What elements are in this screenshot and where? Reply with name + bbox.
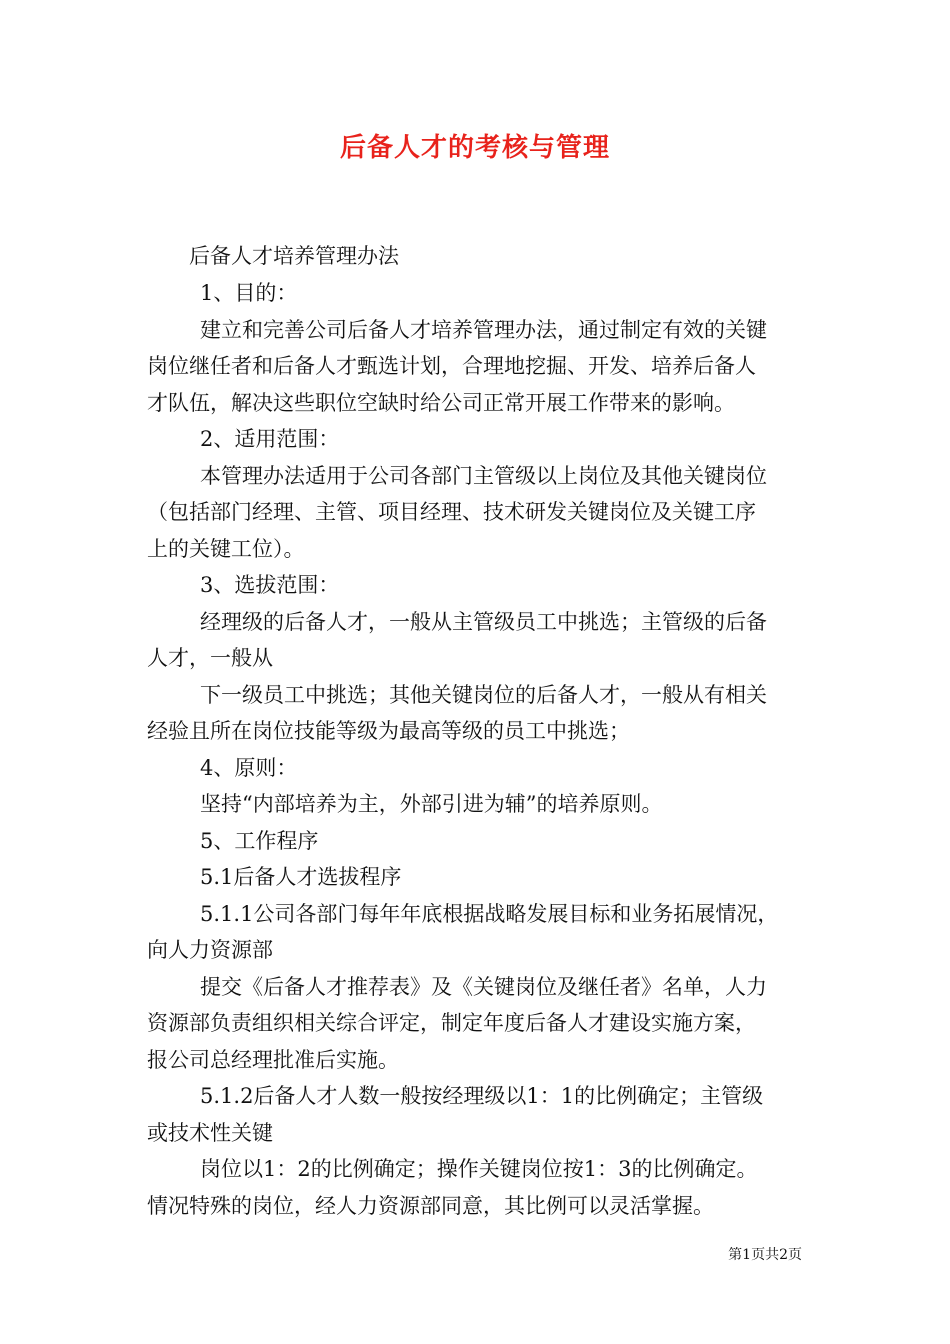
paragraph-line: 岗位继任者和后备人才甄选计划，合理地挖掘、开发、培养后备人 [147,354,756,378]
paragraph-line: 资源部负责组织相关综合评定，制定年度后备人才建设实施方案， [147,1011,756,1035]
paragraph-line: 经理级的后备人才，一般从主管级员工中挑选；主管级的后备 [200,610,767,634]
paragraph-line: 上的关键工位）。 [147,537,305,561]
paragraph-line: 或技术性关键 [147,1121,273,1145]
paragraph-line: 5、工作程序 [200,829,319,853]
paragraph-line: 报公司总经理批准后实施。 [147,1048,399,1072]
paragraph-line: 岗位以1：2的比例确定；操作关键岗位按1：3的比例确定。 [200,1157,758,1181]
paragraph-line: 2、适用范围： [200,427,340,451]
paragraph-line: 人才，一般从 [147,646,273,670]
paragraph-line: 5.1后备人才选拔程序 [200,865,402,889]
paragraph-line: 向人力资源部 [147,938,273,962]
page-number-footer: 第1页共2页 [728,1247,802,1263]
paragraph-line: 4、原则： [200,756,298,780]
paragraph-line: 3、选拔范围： [200,573,340,597]
paragraph-line: 建立和完善公司后备人才培养管理办法，通过制定有效的关键 [200,318,767,342]
paragraph-line: 情况特殊的岗位，经人力资源部同意，其比例可以灵活掌握。 [147,1194,714,1218]
paragraph-line: 坚持“内部培养为主，外部引进为辅”的培养原则。 [200,792,663,816]
paragraph-line: 下一级员工中挑选；其他关键岗位的后备人才，一般从有相关 [200,683,767,707]
paragraph-line: （包括部门经理、主管、项目经理、技术研发关键岗位及关键工序 [147,500,756,524]
paragraph-line: 5.1.2后备人才人数一般按经理级以1：1的比例确定；主管级 [200,1084,764,1108]
paragraph-line: 5.1.1公司各部门每年年底根据战略发展目标和业务拓展情况， [200,902,779,926]
paragraph-line: 后备人才培养管理办法 [189,244,399,268]
paragraph-line: 1、目的： [200,281,298,305]
paragraph-line: 经验且所在岗位技能等级为最高等级的员工中挑选； [147,719,630,743]
paragraph-line: 提交《后备人才推荐表》及《关键岗位及继任者》名单，人力 [200,975,767,999]
paragraph-line: 本管理办法适用于公司各部门主管级以上岗位及其他关键岗位 [200,464,767,488]
page-title: 后备人才的考核与管理 [339,133,610,163]
paragraph-line: 才队伍，解决这些职位空缺时给公司正常开展工作带来的影响。 [147,391,735,415]
